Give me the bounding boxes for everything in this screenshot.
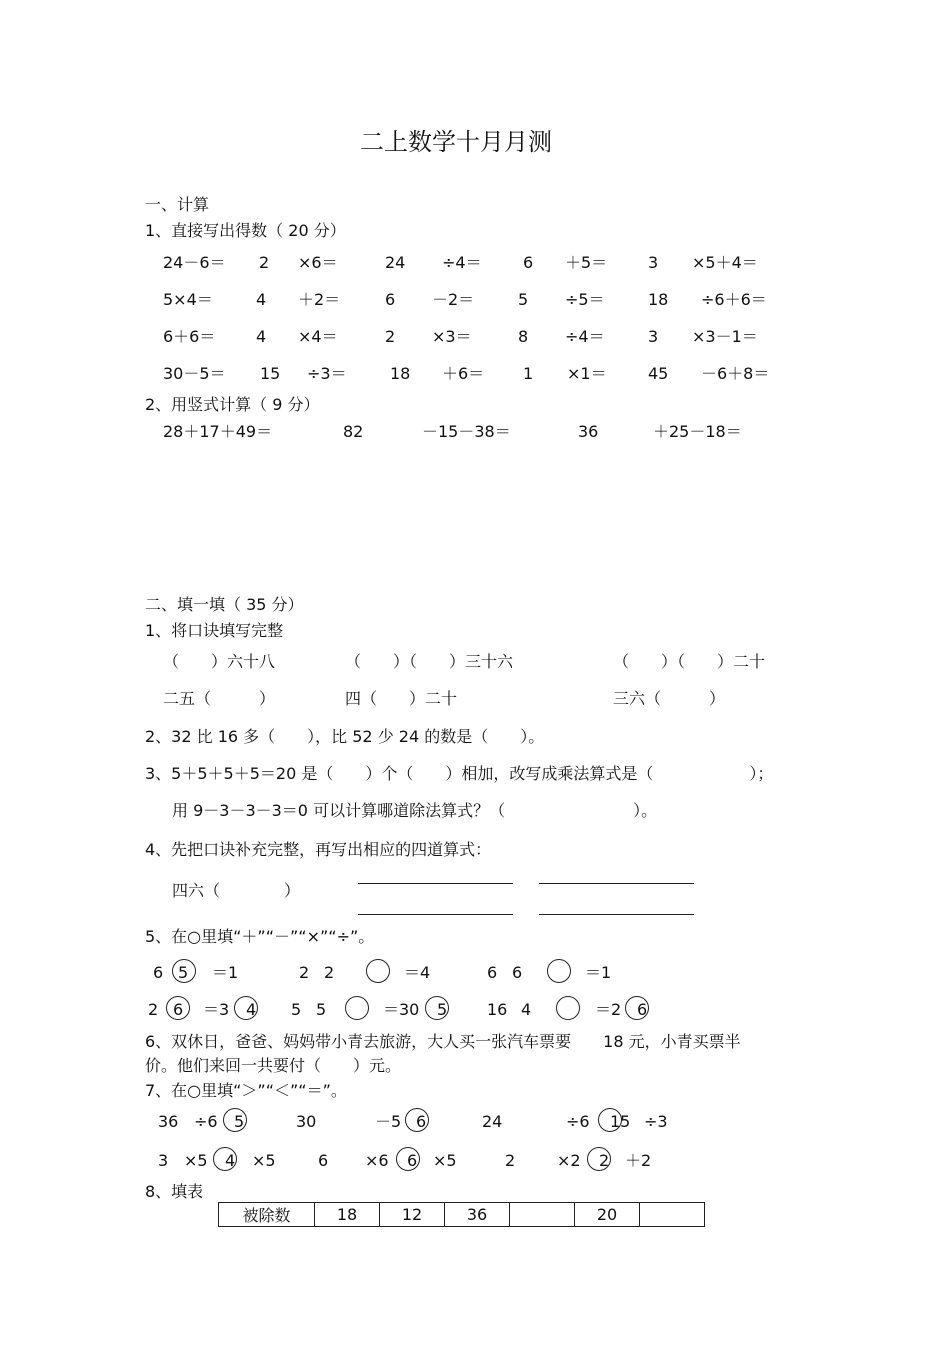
s2-q6a: 6、双休日，爸爸、妈妈带小青去旅游，大人买一张汽车票要 18 元，小青买票半 <box>145 1032 741 1051</box>
q7-item: 6 <box>416 1112 427 1131</box>
grid-cell: 24 <box>385 253 406 272</box>
grid-cell: 18 <box>648 290 669 309</box>
q5-num: 5 <box>437 1000 448 1019</box>
q7-item: ＋2 <box>625 1151 652 1170</box>
rhyme-blank: （ ）（ ）二十 <box>613 652 766 671</box>
section-1-heading: 一、计算 <box>145 195 210 214</box>
q5-num: 5 <box>291 1000 302 1019</box>
q5-num: 2 <box>148 1000 159 1019</box>
answer-line <box>539 883 694 884</box>
q5-num: 6 <box>153 963 164 982</box>
grid-cell: ×6＝ <box>298 253 338 272</box>
s2-q4-label: 4、先把口诀补充完整，再写出相应的四道算式： <box>145 840 492 859</box>
q2-label: 2、用竖式计算（ 9 分） <box>145 395 320 414</box>
q5-num: ＝1 <box>212 963 239 982</box>
q5-num: 16 <box>487 1000 508 1019</box>
q7-item: 3 <box>158 1151 169 1170</box>
grid-cell: ÷3＝ <box>307 364 347 383</box>
q5-num: 6 <box>173 1000 184 1019</box>
table-cell: 36 <box>445 1203 510 1227</box>
answer-line <box>358 883 513 884</box>
table-row <box>219 1203 705 1227</box>
q7-item: 6 <box>318 1151 329 1170</box>
q5-num: ＝4 <box>404 963 431 982</box>
grid-cell: 6＋6＝ <box>163 327 216 346</box>
table-cell[interactable] <box>640 1203 705 1227</box>
page-title: 二上数学十月月测 <box>360 128 552 156</box>
answer-line <box>539 914 694 915</box>
grid-cell: 5 <box>518 290 529 309</box>
rhyme-blank: 二五（ ） <box>163 689 276 708</box>
grid-cell: 2 <box>385 327 396 346</box>
q5-num: 5 <box>178 963 189 982</box>
table-cell: 被除数 <box>219 1203 315 1227</box>
q5-num: 2 <box>324 963 335 982</box>
table-cell: 20 <box>575 1203 640 1227</box>
q5-num: ＝1 <box>585 963 612 982</box>
grid-cell: 15 <box>260 364 281 383</box>
q5-num: 6 <box>512 963 523 982</box>
vertical-item: 82 <box>343 422 364 441</box>
grid-cell: 6 <box>385 290 396 309</box>
q7-item: 24 <box>482 1112 503 1131</box>
rhyme-blank: （ ）（ ）三十六 <box>345 652 514 671</box>
s2-q8-label: 8、填表 <box>145 1182 204 1201</box>
grid-cell: ÷4＝ <box>442 253 482 272</box>
q7-item: ×5 <box>252 1151 276 1170</box>
grid-cell: 4 <box>256 327 267 346</box>
q5-num: 4 <box>246 1000 257 1019</box>
q5-num: ＝30 <box>383 1000 420 1019</box>
q7-item: ÷3 <box>644 1112 668 1131</box>
s2-q3b: 用 9－3－3－3＝0 可以计算哪道除法算式？（ ）。 <box>172 801 658 820</box>
q5-num: ＝3 <box>203 1000 230 1019</box>
q7-item: ÷6 <box>566 1112 590 1131</box>
q5-num: ＝2 <box>595 1000 622 1019</box>
grid-cell: 6 <box>523 253 534 272</box>
operator-circle[interactable] <box>547 959 571 983</box>
grid-cell: －2＝ <box>432 290 475 309</box>
q7-item: 2 <box>599 1151 610 1170</box>
s2-q3a: 3、5＋5＋5＋5＝20 是（ ）个（ ）相加，改写成乘法算式是（ ）； <box>145 764 774 783</box>
q5-num: 4 <box>521 1000 532 1019</box>
q7-item: ×5 <box>433 1151 457 1170</box>
grid-cell: ×3＝ <box>432 327 472 346</box>
table-cell[interactable] <box>510 1203 575 1227</box>
grid-cell: 45 <box>648 364 669 383</box>
grid-cell: ＋2＝ <box>298 290 341 309</box>
grid-cell: －6＋8＝ <box>701 364 770 383</box>
q7-item: 4 <box>225 1151 236 1170</box>
table-cell: 12 <box>380 1203 445 1227</box>
vertical-item: －15－38＝ <box>422 422 511 441</box>
answer-line <box>358 914 513 915</box>
q7-item: ×5 <box>184 1151 208 1170</box>
grid-cell: ÷6＋6＝ <box>701 290 767 309</box>
s2-q2: 2、32 比 16 多（ ），比 52 少 24 的数是（ ）。 <box>145 727 545 746</box>
grid-cell: 18 <box>390 364 411 383</box>
q7-item: 2 <box>505 1151 516 1170</box>
q7-item: 5 <box>234 1112 245 1131</box>
q5-num: 2 <box>299 963 310 982</box>
vertical-item: 36 <box>578 422 599 441</box>
q5-num: 6 <box>637 1000 648 1019</box>
grid-cell: ÷5＝ <box>565 290 605 309</box>
q7-item: 36 <box>158 1112 179 1131</box>
dividend-table <box>218 1202 705 1227</box>
rhyme-blank: 三六（ ） <box>613 689 726 708</box>
grid-cell: ×3－1＝ <box>692 327 758 346</box>
grid-cell: 1 <box>523 364 534 383</box>
q7-item: －5 <box>375 1112 402 1131</box>
grid-cell: ×1＝ <box>567 364 607 383</box>
q5-num: 5 <box>316 1000 327 1019</box>
q7-item: ×2 <box>557 1151 581 1170</box>
q7-item: ÷6 <box>194 1112 218 1131</box>
grid-cell: 8 <box>518 327 529 346</box>
grid-cell: ＋5＝ <box>565 253 608 272</box>
q5-num: 6 <box>487 963 498 982</box>
q7-item: 15 <box>610 1112 631 1131</box>
operator-circle[interactable] <box>345 996 369 1020</box>
grid-cell: ×4＝ <box>298 327 338 346</box>
grid-cell: ×5＋4＝ <box>692 253 758 272</box>
section-2-heading: 二、填一填（ 35 分） <box>145 595 304 614</box>
q7-item: 30 <box>296 1112 317 1131</box>
grid-cell: 4 <box>256 290 267 309</box>
vertical-item: 28＋17＋49＝ <box>163 422 273 441</box>
grid-cell: ÷4＝ <box>565 327 605 346</box>
grid-cell: 3 <box>648 253 659 272</box>
s2-q5-label: 5、在○里填“＋”“－”“×”“÷”。 <box>145 927 375 946</box>
q7-item: 6 <box>407 1151 418 1170</box>
grid-cell: 5×4＝ <box>163 290 213 309</box>
grid-cell: 3 <box>648 327 659 346</box>
s2-q6b: 价。他们来回一共要付（ ）元。 <box>145 1056 402 1075</box>
operator-circle[interactable] <box>366 959 390 983</box>
table-cell: 18 <box>315 1203 380 1227</box>
rhyme-blank: （ ）六十八 <box>163 652 276 671</box>
q1-label: 1、直接写出得数（ 20 分） <box>145 221 346 240</box>
grid-cell: 24－6＝ <box>163 253 226 272</box>
grid-cell: 30－5＝ <box>163 364 226 383</box>
s2-q7-label: 7、在○里填“＞”“＜”“＝”。 <box>145 1081 347 1100</box>
rhyme-blank: 四（ ）二十 <box>345 689 458 708</box>
s2-q1-label: 1、将口诀填写完整 <box>145 621 284 640</box>
q7-item: ×6 <box>365 1151 389 1170</box>
s2-q4-item: 四六（ ） <box>172 881 301 900</box>
grid-cell: 2 <box>259 253 270 272</box>
grid-cell: ＋6＝ <box>442 364 485 383</box>
vertical-item: ＋25－18＝ <box>653 422 742 441</box>
operator-circle[interactable] <box>556 996 580 1020</box>
